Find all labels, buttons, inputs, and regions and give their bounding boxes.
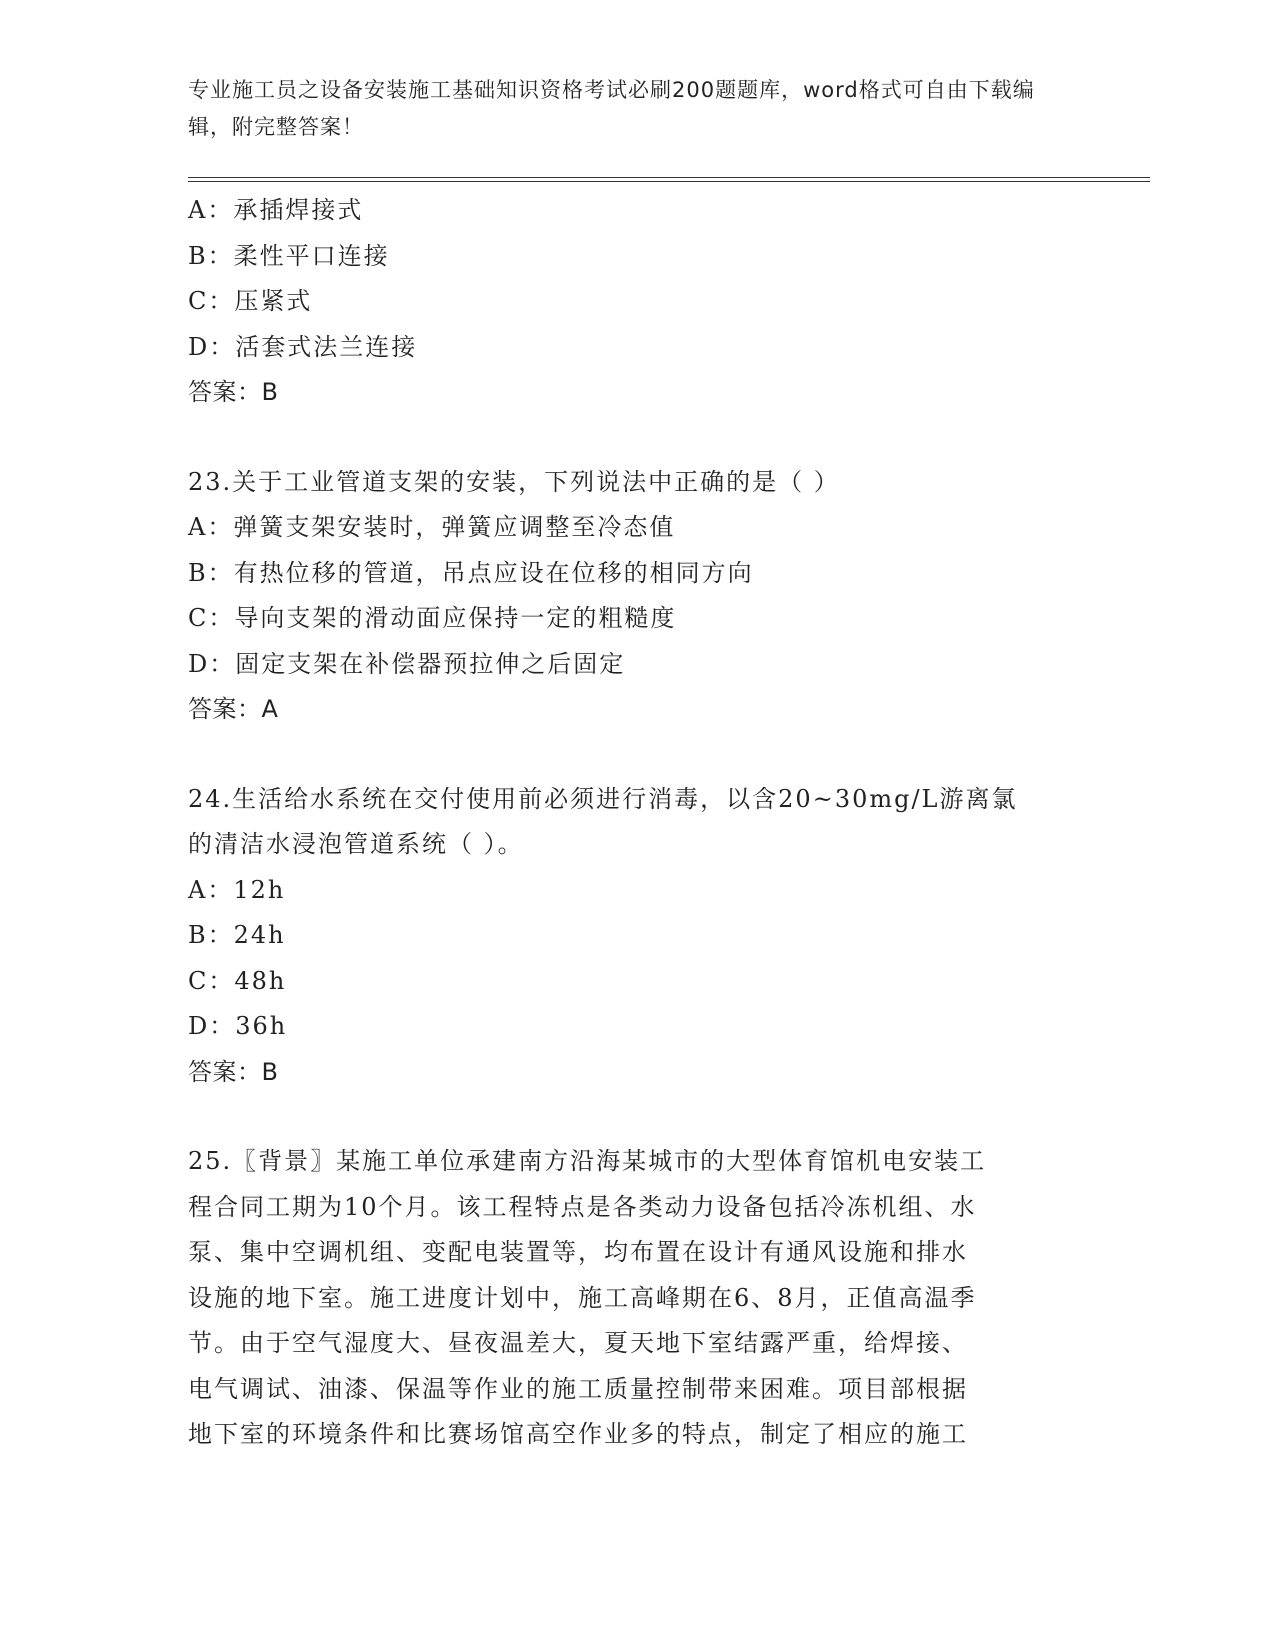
question-stem-line-1: 24.生活给水系统在交付使用前必须进行消毒，以含20~30mg/L游离氯 [188, 784, 1018, 813]
background-line-2: 程合同工期为10个月。该工程特点是各类动力设备包括冷冻机组、水 [188, 1192, 977, 1221]
question-stem: 23.关于工业管道支架的安装，下列说法中正确的是（ ） [188, 467, 840, 496]
answer: 答案：B [188, 1057, 279, 1086]
option-c: C：48h [188, 966, 287, 995]
background-line-4: 设施的地下室。施工进度计划中，施工高峰期在6、8月，正值高温季 [188, 1283, 977, 1312]
header-divider-top [188, 177, 1150, 178]
background-line-3: 泵、集中空调机组、变配电装置等，均布置在设计有通风设施和排水 [188, 1238, 968, 1266]
header-divider-bottom [188, 181, 1150, 182]
background-line-5: 节。由于空气湿度大、昼夜温差大，夏天地下室结露严重，给焊接、 [188, 1329, 968, 1357]
option-d: D：活套式法兰连接 [188, 332, 418, 361]
option-b: B：有热位移的管道，吊点应设在位移的相同方向 [188, 558, 754, 587]
question-content [188, 188, 1078, 1458]
option-a: A：承插焊接式 [188, 196, 364, 224]
question-22 [188, 188, 1078, 416]
option-a: A：弹簧支架安装时，弹簧应调整至冷态值 [188, 513, 676, 541]
answer: 答案：A [188, 695, 279, 723]
option-a: A：12h [188, 875, 286, 904]
option-c: C：导向支架的滑动面应保持一定的粗糙度 [188, 604, 677, 632]
answer: 答案：B [188, 378, 279, 406]
option-b: B：柔性平口连接 [188, 241, 390, 270]
document-intro: 专业施工员之设备安装施工基础知识资格考试必刷200题题库，word格式可自由下载编辑，附完整答案！ [188, 78, 1035, 139]
option-c: C：压紧式 [188, 287, 313, 315]
question-25 [188, 1139, 1078, 1458]
option-b: B：24h [188, 921, 286, 949]
option-d: D：固定支架在补偿器预拉伸之后固定 [188, 649, 626, 678]
background-line-6: 电气调试、油漆、保温等作业的施工质量控制带来困难。项目部根据 [188, 1374, 968, 1403]
background-line-1: 25.〖背景〗某施工单位承建南方沿海某城市的大型体育馆机电安装工 [188, 1147, 987, 1175]
option-d: D：36h [188, 1012, 288, 1040]
background-line-7: 地下室的环境条件和比赛场馆高空作业多的特点，制定了相应的施工 [188, 1420, 968, 1448]
question-24 [188, 777, 1078, 1096]
question-23 [188, 460, 1078, 733]
question-stem-line-2: 的清洁水浸泡管道系统（ ）。 [188, 830, 524, 858]
